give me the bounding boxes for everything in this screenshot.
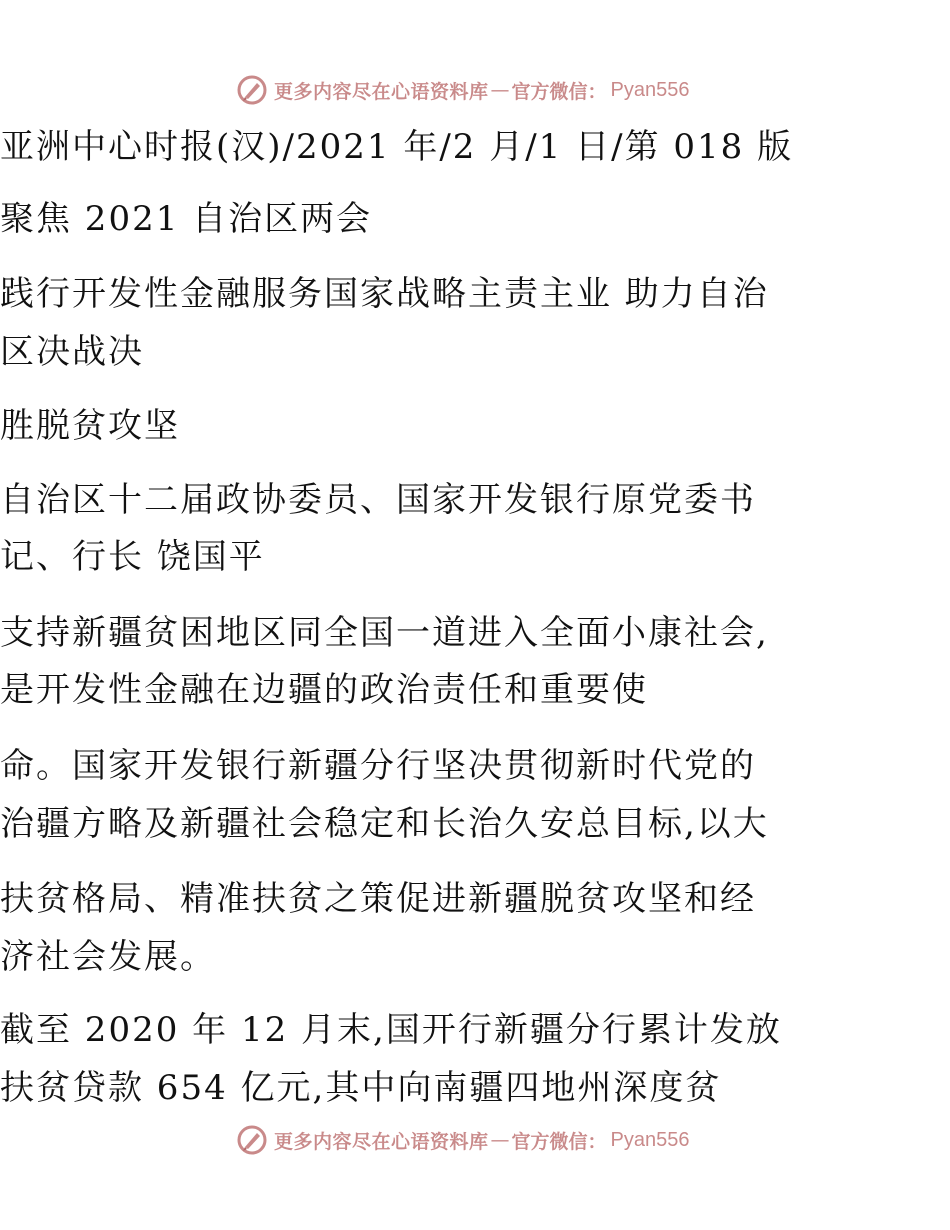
watermark-separator: — [490,79,510,101]
quill-pen-circle-icon [236,74,268,106]
text-line: 命。国家开发银行新疆分行坚决贯彻新时代党的 [0,746,756,786]
text-line: 截至 2020 年 12 月末,国开行新疆分行累计发放 [0,1010,782,1050]
watermark-official-label: 官方微信： [511,80,607,103]
text-line: 聚焦 2021 自治区两会 [0,199,373,239]
watermark-text: 更多内容尽在心语资料库 [274,80,489,103]
text-line: 治疆方略及新疆社会稳定和长治久安总目标,以大 [0,804,769,844]
text-line: 胜脱贫攻坚 [0,406,180,446]
header-watermark [236,72,690,108]
watermark-wechat-id: Pyan556 [610,1128,690,1151]
text-line: 区决战决 [0,332,144,372]
text-line: 自治区十二届政协委员、国家开发银行原党委书 [0,480,756,520]
watermark-separator: — [490,1129,510,1151]
text-line: 践行开发性金融服务国家战略主责主业 助力自治 [0,274,769,314]
quill-pen-circle-icon [236,1124,268,1156]
watermark-official-label: 官方微信： [511,1130,607,1153]
text-line: 济社会发展。 [0,937,216,977]
text-line: 是开发性金融在边疆的政治责任和重要使 [0,670,648,710]
footer-watermark [236,1122,690,1158]
text-line: 扶贫贷款 654 亿元,其中向南疆四地州深度贫 [0,1068,722,1108]
text-line: 扶贫格局、精准扶贫之策促进新疆脱贫攻坚和经 [0,879,756,919]
text-line: 亚洲中心时报(汉)/2021 年/2 月/1 日/第 018 版 [0,127,794,167]
watermark-text: 更多内容尽在心语资料库 [274,1130,489,1153]
text-line: 支持新疆贫困地区同全国一道进入全面小康社会, [0,613,769,653]
text-line: 记、行长 饶国平 [0,537,265,577]
watermark-wechat-id: Pyan556 [610,78,690,101]
